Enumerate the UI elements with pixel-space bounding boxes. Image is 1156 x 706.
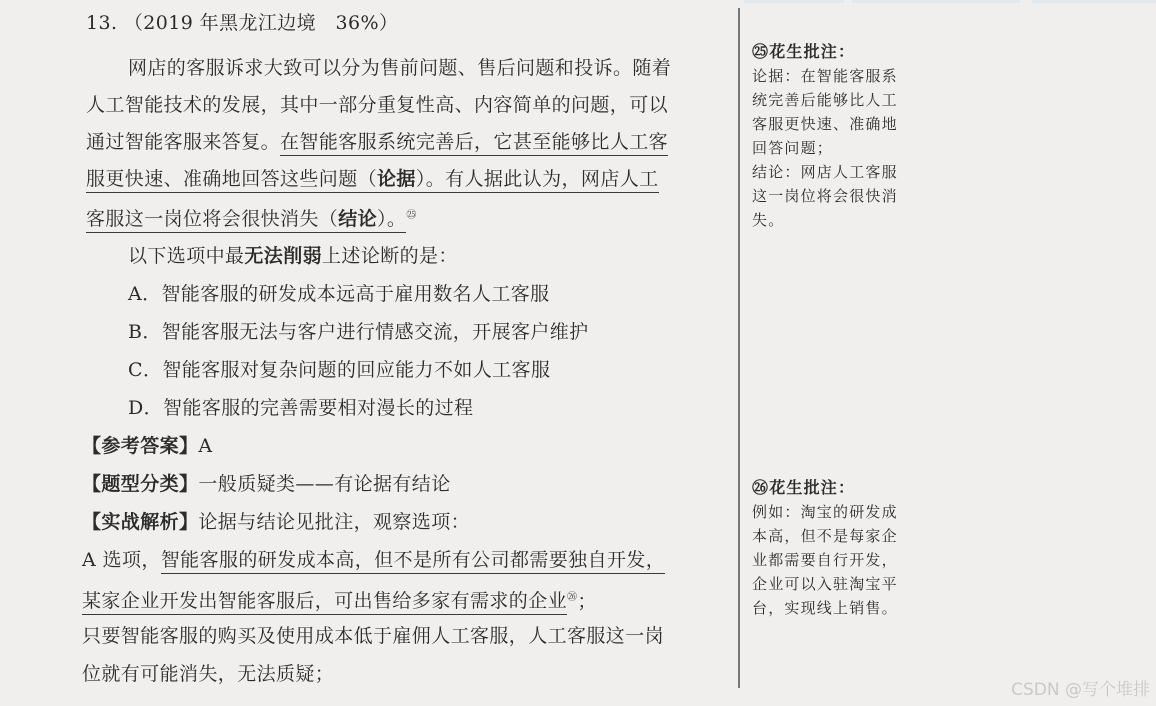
option-b: B．智能客服无法与客户进行情感交流，开展客户维护: [128, 321, 589, 343]
top-strip: [1032, 0, 1156, 3]
conclusion-tag: 结论: [338, 208, 378, 231]
note-line: 本高，但不是每家企: [752, 527, 898, 545]
analysis-heading: [82, 509, 470, 535]
question-type: [82, 471, 451, 497]
text: ；: [577, 590, 597, 613]
text: 客服这一岗位将会很快消失（: [86, 208, 339, 231]
analysis-line-2: [82, 585, 597, 614]
stem-line-3: [86, 129, 668, 155]
top-strip: [744, 0, 844, 3]
note-line: 企业可以入驻淘宝平: [752, 575, 898, 593]
emphasis: 无法削弱: [244, 245, 323, 267]
option-c: C．智能客服对复杂问题的回应能力不如人工客服: [128, 359, 551, 381]
note-line: 这一岗位将会很快消: [752, 187, 898, 205]
analysis-line-3: 只要智能客服的购买及使用成本低于雇佣人工客服，人工客服这一岗: [82, 625, 665, 647]
value: A: [198, 435, 213, 457]
reference-answer: [82, 433, 213, 459]
watermark: CSDN @写个堆排: [1011, 680, 1150, 700]
note-line: 论据：在智能客服系: [752, 67, 898, 85]
value: 论据与结论见批注，观察选项：: [198, 511, 471, 533]
analysis-line-1: [82, 547, 665, 573]
note-line: 统完善后能够比人工: [752, 91, 898, 109]
argument-tag: 论据: [377, 168, 416, 190]
option-d: D．智能客服的完善需要相对漫长的过程: [128, 397, 474, 419]
text: A 选项，: [82, 549, 161, 571]
underlined-text: [86, 208, 406, 233]
label: 【实战解析】: [82, 511, 199, 533]
note-line: 例如：淘宝的研发成: [752, 503, 898, 521]
stem-line-4: [86, 166, 659, 192]
note-line: 回答问题；: [752, 139, 834, 157]
note-line: 业都需要自行开发，: [752, 551, 898, 569]
note-title: ㉖花生批注：: [752, 478, 856, 497]
stem-line-2: 人工智能技术的发展，其中一部分重复性高、内容简单的问题，可以: [86, 94, 669, 116]
note-line: 结论：网店人工客服: [752, 163, 898, 181]
label: 【题型分类】: [82, 473, 199, 495]
text: ）。: [377, 208, 407, 231]
note-ref-26: ㉖: [567, 592, 578, 603]
note-line: 客服更快速、准确地: [752, 115, 898, 133]
stem-line-5: [86, 203, 417, 232]
stem-text: 通过智能客服来答复。: [86, 131, 281, 153]
side-note-26: [752, 476, 898, 620]
note-ref-25: ㉕: [406, 210, 417, 221]
value: 一般质疑类——有论据有结论: [198, 473, 451, 495]
underlined-text: 智能客服的研发成本高，但不是所有公司都需要独自开发，: [161, 549, 665, 574]
text: 服更快速、准确地回答这些问题（: [86, 168, 378, 190]
column-divider: [738, 8, 740, 688]
note-line: 失。: [752, 211, 785, 229]
text: ）。有人据此认为，网店人工: [415, 168, 659, 190]
text: 以下选项中最: [128, 245, 245, 267]
question-prompt: [128, 243, 458, 269]
note-line: 台，实现线上销售。: [752, 599, 898, 617]
underlined-text: 某家企业开发出智能客服后，可出售给多家有需求的企业: [82, 590, 567, 615]
question-number: 13.: [86, 12, 118, 34]
note-title: ㉕花生批注：: [752, 42, 856, 61]
stem-line-1: 网店的客服诉求大致可以分为售前问题、售后问题和投诉。随着: [128, 57, 672, 79]
underlined-text: 在智能客服系统完善后，它甚至能够比人工客: [280, 131, 668, 156]
question-source: （2019 年黑龙江边境 36%）: [123, 12, 399, 34]
top-strip: [852, 0, 1020, 3]
label: 【参考答案】: [82, 435, 199, 457]
text: 上述论断的是：: [322, 245, 458, 267]
underlined-text: [86, 168, 659, 193]
option-a: A．智能客服的研发成本远高于雇用数名人工客服: [128, 283, 550, 305]
analysis-line-4: 位就有可能消失，无法质疑；: [82, 663, 335, 685]
question-header: [86, 10, 398, 36]
side-note-25: [752, 40, 898, 232]
